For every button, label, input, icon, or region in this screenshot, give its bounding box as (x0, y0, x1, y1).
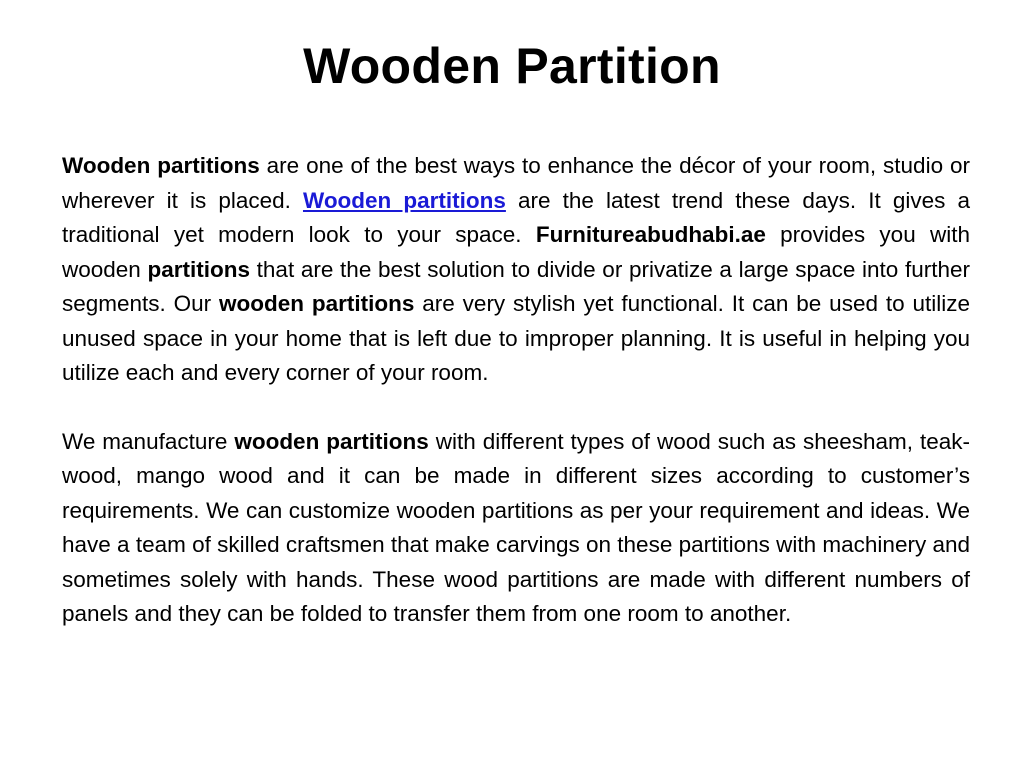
text-run: with different types of wood such as sheesham, teak-wood, mango wood and it can be made in different sizes according to customer’s requirements. We can customize wooden partitions as per your requirement and ideas. We have a team of skilled craftsmen that make carvings on these partitions with machinery and sometimes solely with hands. These wood partitions are made with different numbers of panels and they can be folded to transfer them from one room to another. (62, 428, 970, 626)
slide-title: Wooden Partition (303, 38, 721, 94)
text-run: are one of the best ways to enhance the décor of your room, studio or wherever it is placed. (62, 153, 970, 213)
brand-name: Furnitureabudhabi.ae (535, 222, 766, 247)
text-run: provides you with wooden (62, 222, 970, 282)
text-run: that are the best solution to divide or privatize a large space into further segments. Our (62, 256, 970, 316)
wooden-partitions-link[interactable]: Wooden partitions (302, 187, 506, 213)
bold-phrase: Wooden partitions (62, 153, 260, 178)
text-run: are the latest trend these days. It gives a traditional yet modern look to your space. (62, 187, 970, 247)
bold-phrase: wooden partitions (219, 291, 415, 316)
bold-phrase: wooden partitions (234, 428, 429, 454)
paragraph-manufacture (62, 425, 970, 632)
slide-body (62, 149, 970, 666)
bold-phrase: partitions (147, 256, 250, 282)
text-run: are very stylish yet functional. It can be used to utilize unused space in your home that is left due to improper planning. It is useful in helping you utilize each and every corner of your room. (62, 291, 970, 385)
text-run: We manufacture (62, 428, 235, 454)
paragraph-intro (62, 149, 970, 391)
